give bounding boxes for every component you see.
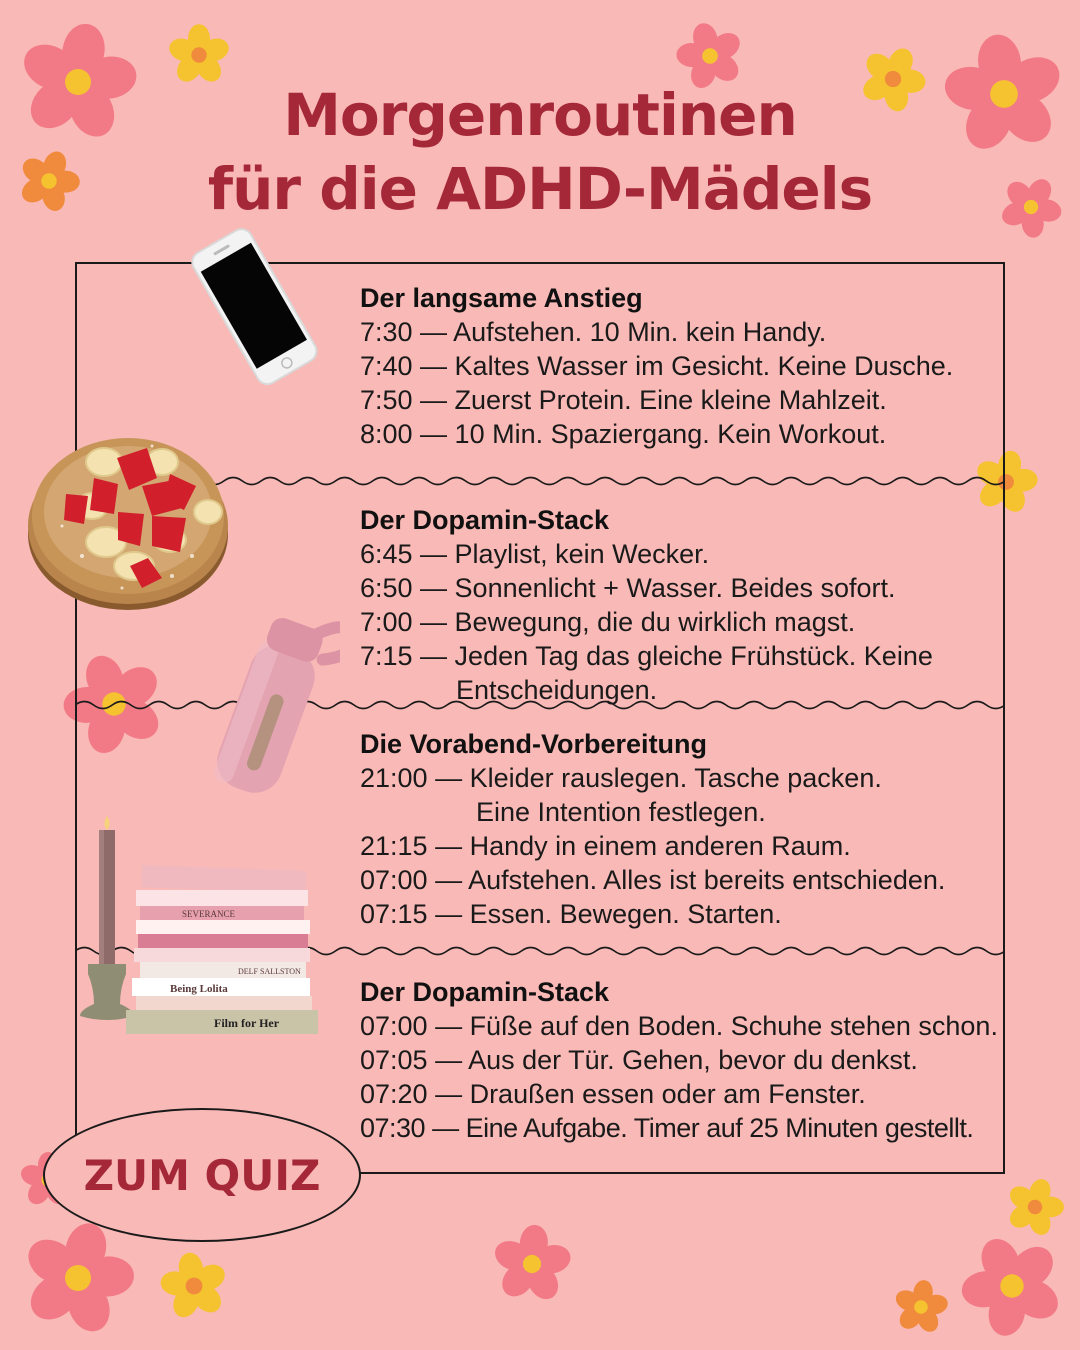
routine-line: 7:00 — Bewegung, die du wirklich magst. — [360, 607, 856, 637]
title-line-2: für die ADHD-Mädels — [207, 155, 873, 223]
book-title: Film for Her — [214, 1016, 280, 1030]
title-line-1: Morgenroutinen — [283, 81, 797, 149]
section-title: Der Dopamin-Stack — [360, 505, 610, 535]
routine-line: 07:20 — Draußen essen oder am Fenster. — [360, 1079, 866, 1109]
routine-line: 7:15 — Jeden Tag das gleiche Frühstück. Keine — [360, 641, 933, 671]
routine-line: 21:00 — Kleider rauslegen. Tasche packen. — [360, 763, 882, 793]
routine-section-4 — [360, 975, 1060, 1145]
section-title: Der Dopamin-Stack — [360, 977, 610, 1007]
pancake-image — [22, 416, 234, 620]
smartphone-icon — [186, 226, 322, 390]
flower-icon — [490, 1222, 574, 1306]
routine-section-1 — [360, 281, 1060, 451]
routine-line: 7:50 — Zuerst Protein. Eine kleine Mahlzeit. — [360, 385, 887, 415]
routine-line: 8:00 — 10 Min. Spaziergang. Kein Workout. — [360, 419, 887, 449]
quiz-button[interactable]: ZUM QUIZ — [43, 1108, 361, 1242]
flower-icon — [958, 1232, 1066, 1340]
flower-icon — [892, 1278, 950, 1336]
routine-line: 6:50 — Sonnenlicht + Wasser. Beides sofort. — [360, 573, 896, 603]
page-title — [0, 78, 1080, 226]
section-title: Der langsame Anstieg — [360, 283, 643, 313]
routine-line: 6:45 — Playlist, kein Wecker. — [360, 539, 710, 569]
routine-line: 21:15 — Handy in einem anderen Raum. — [360, 831, 851, 861]
routine-section-3 — [360, 727, 1060, 931]
book-title: Being Lolita — [170, 983, 228, 995]
routine-line: 07:00 — Aufstehen. Alles ist bereits entschieden. — [360, 865, 946, 895]
routine-line: 07:00 — Füße auf den Boden. Schuhe stehen schon. — [360, 1011, 998, 1041]
flower-icon — [18, 1218, 138, 1338]
flower-icon — [158, 1250, 230, 1322]
routine-line-continuation: Entscheidungen. — [456, 675, 658, 705]
book-title: DELF SALLSTON — [238, 967, 301, 976]
water-bottle-image — [200, 596, 340, 802]
routine-line-continuation: Eine Intention festlegen. — [476, 797, 766, 827]
book-title: SEVERANCE — [182, 909, 236, 919]
routine-line: 07:05 — Aus der Tür. Gehen, bevor du denkst. — [360, 1045, 918, 1075]
book-stack-image — [126, 862, 324, 1044]
routine-line: 7:40 — Kaltes Wasser im Gesicht. Keine Dusche. — [360, 351, 954, 381]
routine-line: 07:30 — Eine Aufgabe. Timer auf 25 Minuten gestellt. — [360, 1113, 974, 1143]
flower-icon — [1004, 1176, 1066, 1238]
routine-line: 7:30 — Aufstehen. 10 Min. kein Handy. — [360, 317, 827, 347]
routine-section-2 — [360, 503, 1060, 707]
routine-line: 07:15 — Essen. Bewegen. Starten. — [360, 899, 782, 929]
section-title: Die Vorabend-Vorbereitung — [360, 729, 708, 759]
